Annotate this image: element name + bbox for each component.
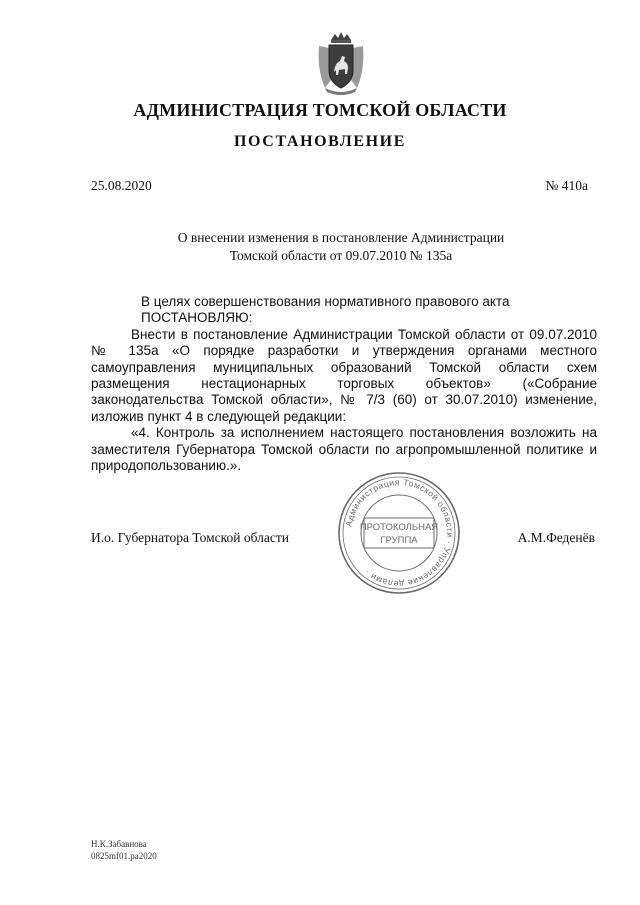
- document-subject: [0, 229, 640, 265]
- stamp-line-2: ГРУППА: [380, 535, 418, 546]
- executor-code: 0825mf01.ра2020: [91, 851, 157, 861]
- coat-of-arms-icon: [315, 30, 367, 96]
- executor-info: [91, 838, 157, 862]
- executor-name: Н.К.Забавнова: [91, 839, 147, 849]
- preamble: В целях совершенствования нормативного правового акта: [141, 294, 510, 309]
- subject-line-2: Томской области от 09.07.2010 № 135а: [229, 248, 453, 263]
- resolve-clause: ПОСТАНОВЛЯЮ:: [141, 310, 253, 326]
- svg-text:Администрация Томской области: [343, 477, 455, 589]
- body-paragraph-2: «4. Контроль за исполнением настоящего постановления возложить на заместителя Губернатора Томской области по агропромышленной политике и природопользованию.».: [91, 425, 597, 474]
- document-date: 25.08.2020: [91, 178, 152, 193]
- document-type: ПОСТАНОВЛЕНИЕ: [234, 133, 406, 150]
- protocol-stamp: [334, 468, 464, 598]
- organization-title: АДМИНИСТРАЦИЯ ТОМСКОЙ ОБЛАСТИ: [133, 100, 507, 120]
- signer-name: А.М.Феденёв: [517, 530, 595, 545]
- stamp-line-1: ПРОТОКОЛЬНАЯ: [359, 522, 439, 533]
- stamp-ring-text: Администрация Томской области · Управление делами ·: [343, 476, 456, 590]
- body-paragraph-1: Внести в постановление Администрации Томской области от 09.07.2010 № 135а «О порядке разработки и утверждения органами местного самоуправления муниципальных образований Томской области схем размещения нестационарных торговых объектов» («Собрание законодательства Томской области», № 7/3 (60) от 30.07.2010) изменение, изложив пункт 4 в следующей редакции:: [91, 326, 597, 424]
- document-number: № 410а: [545, 178, 588, 193]
- subject-line-1: О внесении изменения в постановление Администрации: [177, 230, 505, 245]
- document-body: [91, 294, 597, 474]
- signer-position: И.о. Губернатора Томской области: [91, 530, 289, 545]
